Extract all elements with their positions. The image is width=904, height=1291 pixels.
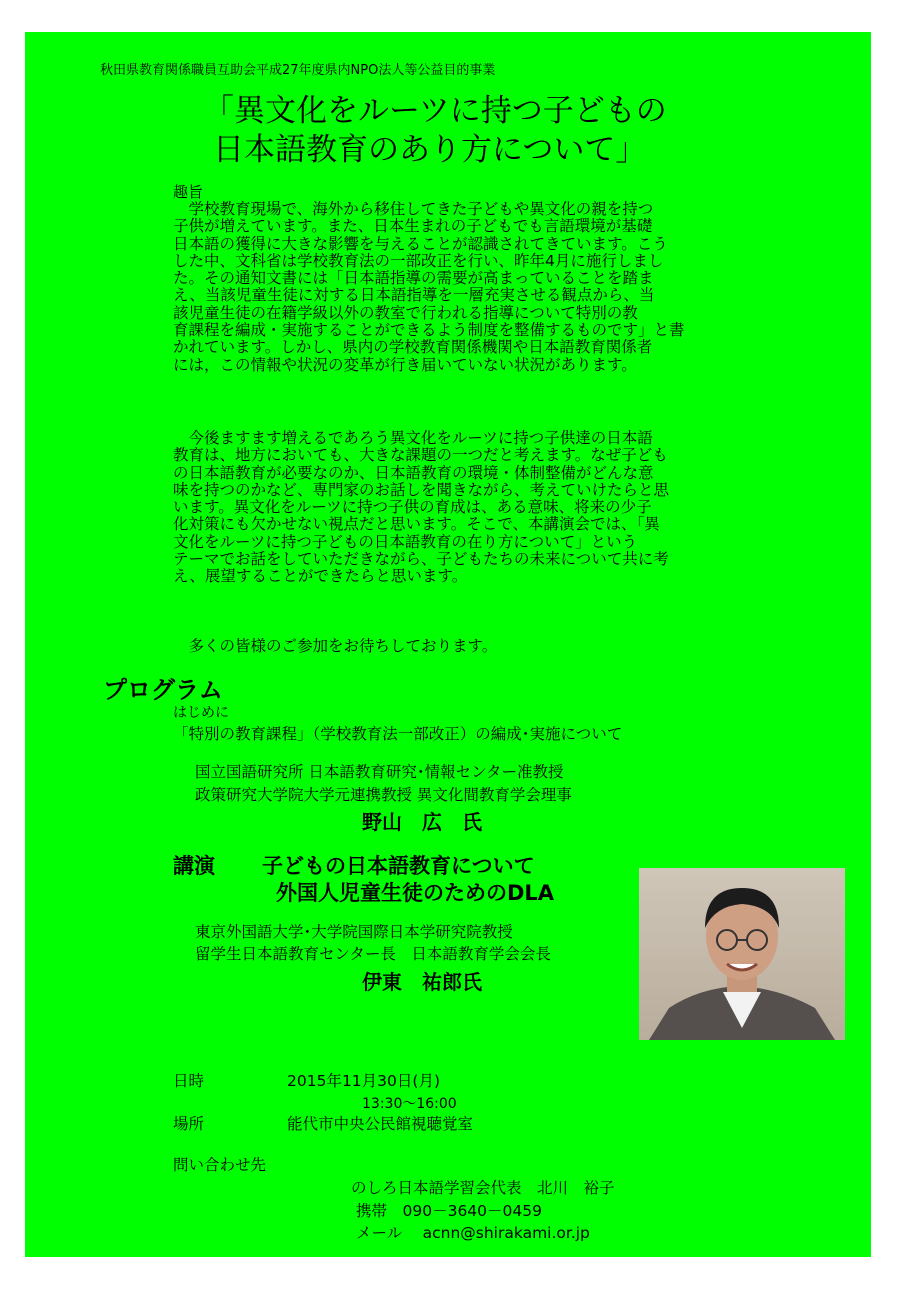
place-value: 能代市中央公民館視聴覚室 bbox=[287, 1115, 474, 1133]
paragraph-line: かれています。しかし、県内の学校教育関係機関や日本語教育関係者 bbox=[173, 338, 653, 357]
paragraph-line: の日本語教育が必要なのか、日本語教育の環境・体制整備がどんな意 bbox=[173, 463, 654, 482]
speaker1-affiliation-1: 国立国語研究所 日本語教育研究･情報センター准教授 bbox=[195, 763, 564, 781]
paragraph-line: え、展望することができたらと思います。 bbox=[173, 567, 468, 586]
event-title bbox=[203, 92, 667, 170]
date-value: 2015年11月30日(月) bbox=[287, 1072, 440, 1090]
poster bbox=[25, 32, 871, 1257]
sponsor-line: 秋田県教育関係職員互助会平成27年度県内NPO法人等公益目的事業 bbox=[100, 63, 496, 78]
contact-phone: 携帯 090－3640－0459 bbox=[356, 1202, 542, 1220]
paragraph-line: 育課程を編成・実施することができるよう制度を整備するものです」と書 bbox=[173, 321, 685, 340]
paragraph-line: 多くの皆様のご参加をお待ちしております。 bbox=[173, 637, 498, 655]
purpose-paragraph-1 bbox=[173, 201, 769, 374]
place-label: 場所 bbox=[173, 1115, 205, 1133]
paragraph-line: した中、文科省は学校教育法の一部改正を行い、昨年4月に施行しまし bbox=[173, 251, 664, 270]
paragraph-line: 該児童生徒の在籍学級以外の教室で行われる指導について特別の教 bbox=[173, 303, 638, 322]
purpose-paragraph-2 bbox=[173, 430, 769, 586]
paragraph-line: います。異文化をルーツに持つ子供の育成は、ある意味、将来の少子 bbox=[173, 498, 652, 517]
paragraph-line: 学校教育現場で、海外から移住してきた子どもや異文化の親を持つ bbox=[173, 200, 654, 218]
paragraph-line: 教育は、地方においても、大きな課題の一つだと考えます。なぜ子ども bbox=[173, 446, 668, 465]
time-value: 13:30〜16:00 bbox=[362, 1096, 457, 1112]
paragraph-line: には，この情報や状況の変革が行き届いていない状況があります。 bbox=[173, 355, 637, 374]
paragraph-line: テーマでお話をしていただきながら、子どもたちの未来について共に考 bbox=[173, 550, 669, 569]
paragraph-line: 子供が増えています。また、日本生まれの子どもでも言語環境が基礎 bbox=[173, 217, 653, 236]
contact-email: メール acnn@shirakami.or.jp bbox=[356, 1224, 590, 1242]
contact-person: のしろ日本語学習会代表 北川 裕子 bbox=[351, 1179, 615, 1197]
speaker-portrait-icon bbox=[639, 868, 845, 1040]
purpose-heading: 趣旨 bbox=[173, 183, 204, 201]
contact-label: 問い合わせ先 bbox=[173, 1156, 267, 1174]
paragraph-line: た。その通知文書には「日本語指導の需要が高まっていることを踏ま bbox=[173, 269, 654, 288]
event-title-line1: 「異文化をルーツに持つ子どもの bbox=[203, 93, 667, 129]
event-title-line2: 日本語教育のあり方について」 bbox=[213, 132, 647, 168]
date-label: 日時 bbox=[173, 1072, 205, 1090]
speaker2-affiliation-2: 留学生日本語教育センター長 日本語教育学会会長 bbox=[195, 945, 551, 963]
speaker2-affiliation-1: 東京外国語大学･大学院国際日本学研究院教授 bbox=[195, 923, 513, 941]
paragraph-line: 化対策にも欠かせない視点だと思います。そこで、本講演会では、「異 bbox=[173, 515, 660, 534]
speaker1-name: 野山 広 氏 bbox=[362, 810, 482, 834]
speaker1-affiliation-2: 政策研究大学院大学元連携教授 異文化間教育学会理事 bbox=[195, 786, 572, 804]
program-heading: プログラム bbox=[103, 676, 223, 704]
opening-label: はじめに bbox=[173, 705, 229, 721]
paragraph-line: 今後ますます増えるであろう異文化をルーツに持つ子供達の日本語 bbox=[173, 429, 653, 447]
lecture-label: 講演 bbox=[173, 854, 215, 878]
speaker-photo bbox=[639, 868, 845, 1040]
paragraph-line: え、当該児童生徒に対する日本語指導を一層充実させる観点から、当 bbox=[173, 286, 655, 305]
paragraph-line: 日本語の獲得に大きな影響を与えることが認識されてきています。こう bbox=[173, 234, 668, 253]
opening-topic: 「特別の教育課程」（学校教育法一部改正）の編成･実施について bbox=[173, 725, 623, 743]
lecture-title-line2: 外国人児童生徒のためのDLA bbox=[276, 881, 555, 905]
paragraph-line: 味を持つのかなど、専門家のお話しを聞きながら、考えていけたらと思 bbox=[173, 480, 670, 499]
speaker2-name: 伊東 祐郎氏 bbox=[362, 970, 482, 994]
paragraph-line: 文化をルーツに持つ子どもの日本語教育の在り方について」という bbox=[173, 532, 638, 551]
lecture-title-line1: 子どもの日本語教育について bbox=[262, 854, 535, 878]
purpose-paragraph-3 bbox=[173, 638, 769, 655]
